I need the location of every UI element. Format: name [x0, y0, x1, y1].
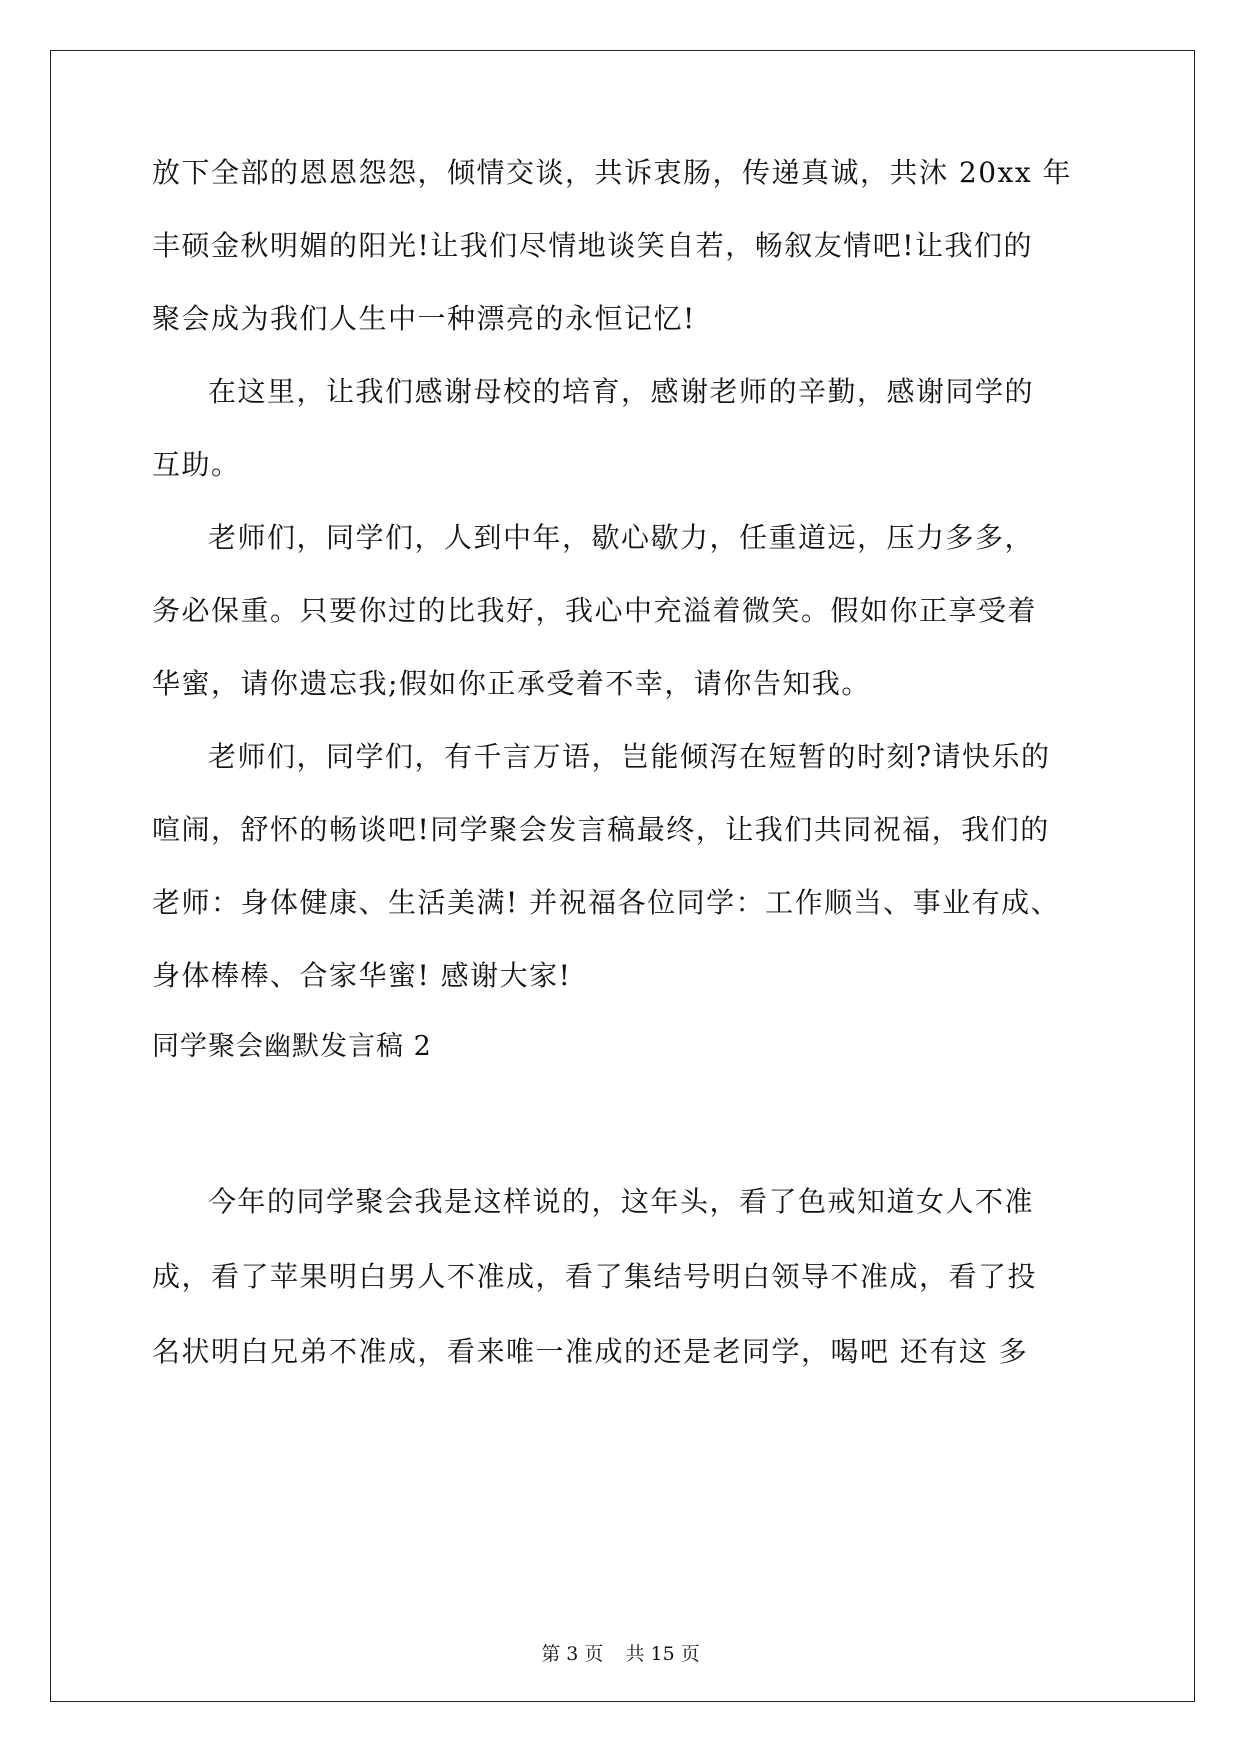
text-line: 互助。 [152, 448, 241, 481]
section-heading: 同学聚会幽默发言稿 2 [152, 1031, 432, 1062]
text-line: 成，看了苹果明白男人不准成，看了集结号明白领导不准成，看了投 [152, 1260, 1038, 1293]
text-line: 丰硕金秋明媚的阳光!让我们尽情地谈笑自若，畅叙友情吧!让我们的 [152, 229, 1034, 262]
page-footer [0, 1642, 1241, 1666]
text-line: 名状明白兄弟不准成，看来唯一准成的还是老同学，喝吧 还有这 多 [152, 1335, 1029, 1368]
text-line: 喧闹，舒怀的畅谈吧!同学聚会发言稿最终，让我们共同祝福，我们的 [152, 813, 1050, 846]
text-line: 身体棒棒、合家华蜜! 感谢大家! [152, 959, 572, 992]
page-number: 第 3 页 [541, 1643, 604, 1665]
text-line: 老师们，同学们，有千言万语，岂能倾泻在短暂的时刻?请快乐的 [208, 740, 1051, 773]
text-line: 聚会成为我们人生中一种漂亮的永恒记忆! [152, 302, 696, 335]
page-border [50, 50, 1195, 1702]
total-pages: 共 15 页 [625, 1643, 700, 1665]
text-line: 务必保重。只要你过的比我好，我心中充溢着微笑。假如你正享受着 [152, 594, 1038, 627]
text-line: 老师们，同学们，人到中年，歇心歇力，任重道远，压力多多， [208, 521, 1035, 554]
text-line: 放下全部的恩恩怨怨，倾情交谈，共诉衷肠，传递真诚，共沐 20xx 年 [152, 156, 1073, 189]
text-line: 在这里，让我们感谢母校的培育，感谢老师的辛勤，感谢同学的 [208, 375, 1035, 408]
text-line: 华蜜，请你遗忘我;假如你正承受着不幸，请你告知我。 [152, 667, 871, 700]
text-line: 今年的同学聚会我是这样说的，这年头，看了色戒知道女人不准 [208, 1185, 1035, 1218]
text-line: 老师：身体健康、生活美满! 并祝福各位同学：工作顺当、事业有成、 [152, 886, 1061, 919]
